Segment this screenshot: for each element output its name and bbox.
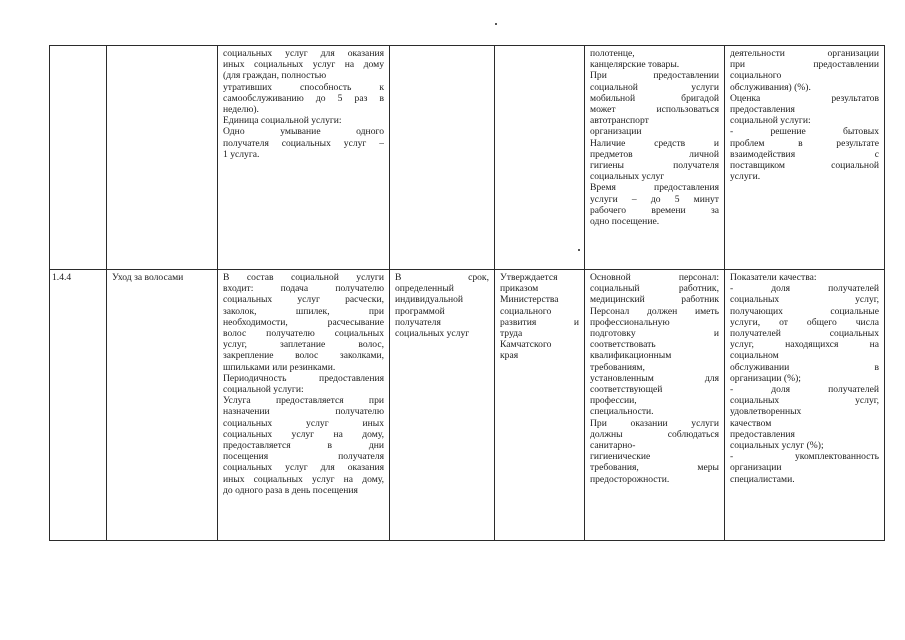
cell-text-line: квалификационным — [590, 350, 672, 362]
cell-text-line: услуги. — [730, 171, 761, 183]
cell-text-line: до одного раза в день посещения — [223, 484, 358, 496]
cell-text-line: самообслуживанию до 5 раз в — [223, 92, 384, 104]
cell-text-line: В состав социальной услуги — [223, 272, 384, 283]
cell-text-line: Услуга предоставляется при — [223, 395, 384, 407]
cell-text-line: социальной услуги: — [223, 384, 304, 396]
cell-text-line: 1 услуга. — [223, 148, 260, 160]
cell-text-line: Камчатского — [500, 339, 552, 351]
table-row — [50, 46, 885, 270]
cell-text-line: обслуживании в — [730, 361, 879, 373]
service-indicators-cell — [725, 46, 885, 270]
cell-text-line: волос получателю социальных — [223, 328, 384, 340]
service-conditions-cell — [585, 46, 725, 270]
cell-text-line: Утверждается — [500, 272, 558, 283]
cell-text-line: (для граждан, полностью — [223, 70, 327, 82]
scan-speck — [495, 23, 497, 25]
cell-text-line: Периодичность предоставления — [223, 372, 384, 384]
cell-text-line: должны соблюдаться — [590, 428, 719, 440]
cell-text-line: социального — [500, 305, 552, 317]
cell-text-line: Министерства — [500, 294, 559, 306]
cell-text-line: Показатели качества: — [730, 272, 817, 283]
service-number-cell: 1.4.4 — [50, 270, 107, 541]
service-term-cell — [390, 270, 495, 541]
cell-text-line: соответствующей — [590, 384, 663, 396]
cell-text-line: удовлетворенных — [730, 406, 802, 418]
cell-text-line: специальности. — [590, 406, 654, 418]
cell-text-line: труда — [500, 328, 523, 340]
cell-text-line: социальных услуг — [395, 328, 470, 340]
cell-text-line: специалистами. — [730, 473, 795, 485]
cell-text-line: социальных услуг иных — [223, 417, 384, 429]
cell-text-line: обслуживания) (%). — [730, 81, 811, 93]
cell-text-line: деятельности организации — [730, 48, 879, 59]
cell-text-line: подготовку и — [590, 328, 719, 340]
cell-text-line: Одно умывание одного — [223, 126, 384, 138]
cell-text-line: приказом — [500, 283, 539, 295]
cell-text-line: предоставления — [730, 104, 795, 116]
cell-text-line: посещения получателя — [223, 451, 384, 463]
cell-text-line: В срок, — [395, 272, 489, 283]
cell-text-line: гигиены получателя — [590, 160, 719, 172]
cell-text-line: социальных услуг на дому, — [223, 428, 384, 440]
cell-text-line: полотенце, — [590, 48, 635, 59]
cell-text-line: социального — [730, 70, 782, 82]
cell-text-line: требования, меры — [590, 462, 719, 474]
cell-text-line: может использоваться — [590, 104, 719, 116]
cell-text-line: социальных услуг расчески, — [223, 294, 384, 306]
cell-text-line: иных социальных услуг на дому — [223, 59, 384, 71]
cell-text-line: - решение бытовых — [730, 126, 879, 138]
cell-text-line: гигиенические — [590, 451, 651, 463]
cell-text-line: иных социальных услуг на дому, — [223, 473, 384, 485]
services-table — [49, 45, 885, 541]
cell-text-line: получателя — [395, 316, 441, 328]
cell-text-line: Единица социальной услуги: — [223, 115, 342, 127]
cell-text-line: канцелярские товары. — [590, 59, 680, 71]
cell-text-line: услуги, от общего числа — [730, 316, 879, 328]
cell-text-line: заколок, шпилек, при — [223, 305, 384, 317]
cell-text-line: программой — [395, 305, 445, 317]
cell-text-line: Наличие средств и — [590, 137, 719, 149]
cell-text-line: мобильной бригадой — [590, 92, 719, 104]
cell-text-line: предосторожности. — [590, 473, 670, 485]
cell-text-line: получающих социальные — [730, 305, 879, 317]
cell-text-line: автотранспорт — [590, 115, 649, 127]
cell-text-line: социальных услуг, — [730, 294, 879, 306]
cell-text-line: социальных услуг для оказания — [223, 462, 384, 474]
cell-text-line: Персонал должен иметь — [590, 305, 719, 317]
service-name-cell: Уход за волосами — [107, 270, 218, 541]
cell-text-line: взаимодействия с — [730, 148, 879, 160]
service-number-cell — [50, 46, 107, 270]
cell-text-line: социальной услуги: — [730, 115, 811, 127]
cell-text-line: необходимости, расчесывание — [223, 316, 384, 328]
cell-text-line: проблем в результате — [730, 137, 879, 149]
cell-text-line: входит: подача получателю — [223, 283, 384, 295]
service-term-cell — [390, 46, 495, 270]
cell-text-line: - укомплектованность — [730, 451, 879, 463]
cell-text-line: социальных услуг — [590, 171, 665, 183]
cell-text-line: социальных услуг для оказания — [223, 48, 384, 59]
cell-text-line: утративших способность к — [223, 81, 384, 93]
service-indicators-cell — [725, 270, 885, 541]
cell-text-line: социальной услуги — [590, 81, 719, 93]
cell-text-line: медицинский работник — [590, 294, 719, 306]
cell-text-line: Основной персонал: — [590, 272, 719, 283]
service-content-cell — [218, 46, 390, 270]
cell-text-line: требованиям, — [590, 361, 645, 373]
cell-text-line: развития и — [500, 316, 579, 328]
cell-text-line: услуги – до 5 минут — [590, 193, 719, 205]
cell-text-line: установленным для — [590, 372, 719, 384]
cell-text-line: профессиональную — [590, 316, 670, 328]
cell-text-line: поставщиком социальной — [730, 160, 879, 172]
cell-text-line: соответствовать — [590, 339, 656, 351]
cell-text-line: услуг, находящихся на — [730, 339, 879, 351]
cell-text-line: качеством — [730, 417, 772, 429]
cell-text-line: шпильками или резинками. — [223, 361, 336, 373]
cell-text-line: социальный работник, — [590, 283, 719, 295]
service-name-cell — [107, 46, 218, 270]
cell-text-line: организации — [590, 126, 642, 138]
cell-text-line: предметов личной — [590, 148, 719, 160]
cell-text-line: получателя социальных услуг – — [223, 137, 384, 149]
cell-text-line: социальных услуг, — [730, 395, 879, 407]
cell-text-line: индивидуальной — [395, 294, 464, 306]
cell-text-line: При оказании услуги — [590, 417, 719, 429]
table-row — [50, 270, 885, 541]
cell-text-line: получателей социальных — [730, 328, 879, 340]
service-standard-cell — [495, 270, 585, 541]
cell-text-line: края — [500, 350, 519, 362]
cell-text-line: санитарно- — [590, 440, 636, 452]
service-content-cell — [218, 270, 390, 541]
cell-text-line: организации (%); — [730, 372, 801, 384]
cell-text-line: При предоставлении — [590, 70, 719, 82]
cell-text-line: назначении получателю — [223, 406, 384, 418]
service-conditions-cell — [585, 270, 725, 541]
cell-text-line: одно посещение. — [590, 216, 660, 228]
cell-text-line: социальных услуг (%); — [730, 440, 824, 452]
cell-text-line: определенный — [395, 283, 454, 295]
cell-text-line: рабочего времени за — [590, 204, 719, 216]
cell-text-line: закрепление волос заколками, — [223, 350, 384, 362]
cell-text-line: - доля получателей — [730, 384, 879, 396]
cell-text-line: предоставления — [730, 428, 795, 440]
cell-text-line: Оценка результатов — [730, 92, 879, 104]
cell-text-line: неделю). — [223, 104, 259, 116]
cell-text-line: Время предоставления — [590, 182, 719, 194]
service-standard-cell — [495, 46, 585, 270]
cell-text-line: социальном — [730, 350, 779, 362]
cell-text-line: предоставляется в дни — [223, 440, 384, 452]
cell-text-line: профессии, — [590, 395, 637, 407]
cell-text-line: организации — [730, 462, 782, 474]
cell-text-line: услуг, заплетание волос, — [223, 339, 384, 351]
cell-text-line: - доля получателей — [730, 283, 879, 295]
cell-text-line: при предоставлении — [730, 59, 879, 71]
